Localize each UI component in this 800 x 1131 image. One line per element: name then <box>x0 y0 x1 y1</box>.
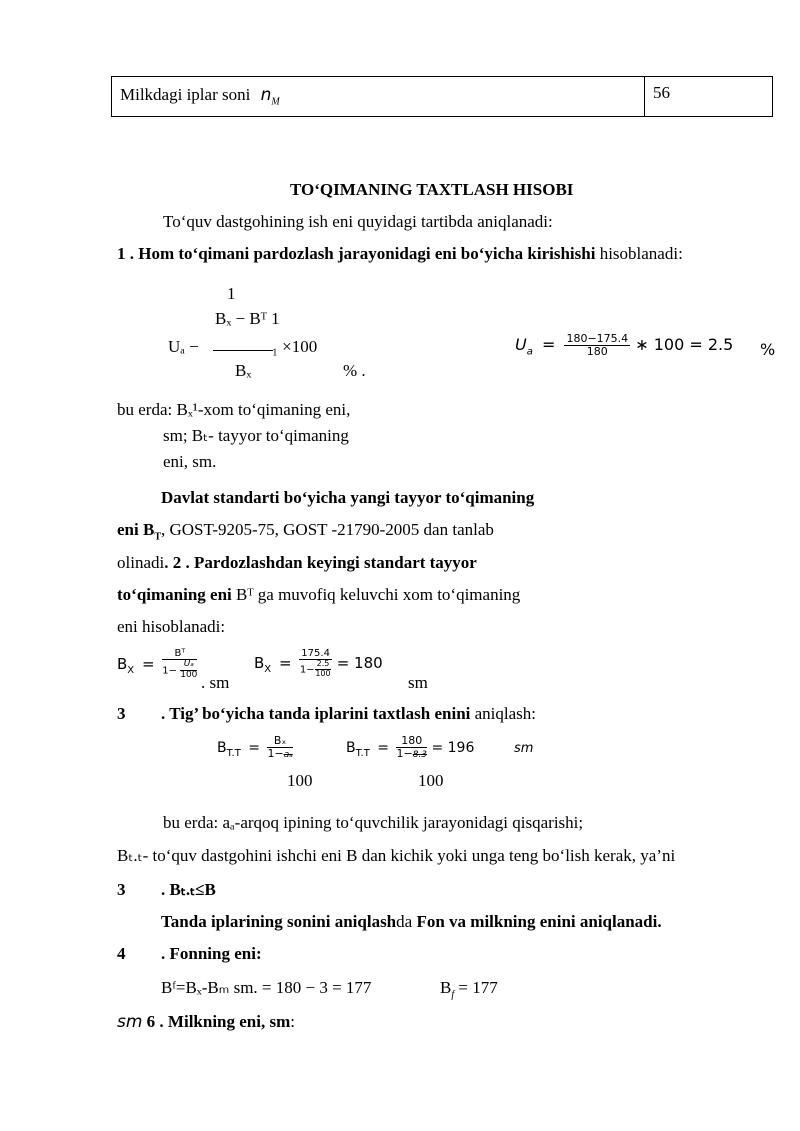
formula1-calc: $U_a$ = $\frac{180-175.4}{180}$ ∗ 100 = 2.5 <box>515 332 734 359</box>
where2-line1: bu erda: aₐ-arqoq ipining to‘quvchilik jarayonidagi qisqarishi; <box>163 813 584 832</box>
f2-denominator <box>162 660 197 681</box>
page-heading: TO‘QIMANING TAXTLASH HISOBI <box>290 180 574 199</box>
f3-fraction <box>267 735 292 761</box>
standard-line5: eni hisoblanadi: <box>117 617 226 636</box>
step3-line <box>161 704 536 724</box>
standard-line4 <box>117 585 520 605</box>
standard-line4-rest: Bᵀ ga muvofiq keluvchi xom to‘qimaning <box>231 585 521 604</box>
table-label <box>120 85 280 107</box>
f3-numerator: Bₓ <box>267 735 292 748</box>
intro-text: To‘quv dastgohining ish eni quyidagi tartibda aniqlanadi: <box>163 212 553 231</box>
calc-lhs-sub: a <box>526 346 533 358</box>
formula1-rhs: ₁ ×100 <box>272 337 318 356</box>
f2c-denominator: 1− $\frac{2.5}{100}$ <box>299 659 331 678</box>
formula2-left: $B_X$ = Bᵀ 1− $\frac{\text{Uₐ}}{100}$ <box>117 648 198 680</box>
fon-result-b: B <box>440 978 452 997</box>
tanda-mid: da <box>396 912 413 931</box>
f2-den-pre: 1− <box>162 665 178 677</box>
tanda-bold2: Fon va milkning enini aniqlanadi. <box>412 912 662 931</box>
f3-den-frac: aₐ <box>283 750 293 761</box>
formula1-percent: % . <box>343 361 366 380</box>
f3c-lhs-sub: T.T <box>355 747 370 759</box>
standard-line2 <box>117 520 494 542</box>
formula3-calc: $B_{T.T}$ = $\frac{180}{1-8.3}$ = 196 <box>346 734 475 761</box>
f3-unit: sm <box>514 741 534 756</box>
standard-line1: Davlat standarti bo‘yicha yangi tayyor to‘qimaning <box>161 488 535 507</box>
step6-bold: 6 . Milkning eni, sm <box>142 1012 291 1031</box>
f2-inner-num: Uₐ <box>180 660 197 671</box>
data-table <box>111 76 773 117</box>
f3c-result: = 196 <box>431 740 475 756</box>
f2-lhs: B <box>117 654 128 673</box>
formula1-lhs: Uₐ − <box>168 337 199 356</box>
step6-line <box>117 1012 295 1032</box>
f2-lhs-sub: X <box>127 664 135 676</box>
calc-lhs: U <box>515 335 527 355</box>
step1-bold: 1 . Hom to‘qimani pardozlash jarayonidagi eni bo‘yicha kirishishi <box>117 244 596 263</box>
table-value: 56 <box>653 83 670 102</box>
fon-result-sub: f <box>451 989 455 1001</box>
f2-unit2: sm <box>408 673 428 692</box>
table-label-text: Milkdagi iplar soni <box>120 85 251 104</box>
f3-hundred: 100 <box>287 771 313 790</box>
f2-fraction <box>162 648 197 681</box>
cond-text: . Bₜ.ₜ≤B <box>161 880 216 899</box>
where2-line2: Bₜ.ₜ- to‘quv dastgohini ishchi eni B dan kichik yoki unga teng bo‘lish kerak, ya’ni <box>117 846 676 865</box>
step3-rest: aniqlash: <box>470 704 537 723</box>
f3c-lhs: B <box>346 740 356 756</box>
where1-line3: eni, sm. <box>163 452 217 471</box>
f2c-inner-fraction <box>315 660 332 679</box>
standard-line4-bold: to‘qimaning eni <box>117 585 232 604</box>
cond-number: 3 <box>117 880 126 899</box>
table-label-cell <box>112 77 645 116</box>
f2c-result: = 180 <box>336 653 383 672</box>
calc-numerator: 180−175.4 <box>566 332 629 345</box>
step3-bold: . Tig’ bo‘yicha tanda iplarini taxtlash enini <box>161 704 471 723</box>
f2-unit1: . sm <box>201 673 230 692</box>
f2c-inner-den: 100 <box>315 668 331 678</box>
f2c-lhs: B <box>254 653 265 672</box>
step6-sm: sm <box>117 1012 143 1032</box>
f3-den-pre: 1− <box>267 747 284 761</box>
f2-numerator: Bᵀ <box>162 648 197 660</box>
standard-line3-bold: . 2 . Pardozlashdan keyingi standart tayyor <box>164 553 477 572</box>
formula1-one: 1 <box>227 284 236 303</box>
f3-denominator <box>267 748 292 761</box>
standard-line2-rest: , GOST-9205-75, GOST -21790-2005 dan tanlab <box>160 520 494 539</box>
step6-colon: : <box>290 1012 295 1031</box>
formula1-denominator: Bₓ <box>235 361 252 380</box>
calc-denominator: 180 <box>586 345 608 359</box>
step1-rest: hisoblanadi: <box>595 244 683 263</box>
where1-line1: bu erda: Bₓ¹-xom to‘qimaning eni, <box>117 400 351 419</box>
f2c-numerator: 175.4 <box>301 648 330 659</box>
step3-number: 3 <box>117 704 126 723</box>
calc-fraction <box>564 333 630 358</box>
step4-title: . Fonning eni: <box>161 944 262 963</box>
tanda-bold1: Tanda iplarining sonini aniqlash <box>161 912 397 931</box>
fon-result-rest: = 177 <box>454 978 498 997</box>
formula1-numerator: Bₓ − Bᵀ 1 <box>215 309 280 328</box>
f3c-denominator: 1−8.3 <box>396 747 428 761</box>
f2-inner-fraction <box>180 660 197 681</box>
table-symbol-sub: M <box>271 96 280 108</box>
f3-lhs: B <box>217 740 227 756</box>
f3c-numerator: 180 <box>396 735 427 748</box>
f2c-fraction <box>299 648 332 679</box>
step1-line <box>117 244 683 264</box>
f2-inner-den: 100 <box>180 669 198 680</box>
f3c-fraction <box>396 735 427 761</box>
formula1-fraction-bar <box>213 350 273 351</box>
tanda-line <box>161 912 662 932</box>
standard-line2-sub: T <box>154 531 161 543</box>
fon-result <box>440 978 498 1000</box>
standard-line3-a: olinadi <box>117 553 165 572</box>
f2c-inner-num: 2.5 <box>316 659 330 668</box>
calc-rest: ∗ 100 = 2.5 <box>635 335 734 355</box>
f3-lhs-sub: T.T <box>226 747 241 759</box>
table-symbol: n <box>260 85 272 105</box>
f3-hundred2: 100 <box>418 771 444 790</box>
calc-percent: % <box>760 340 776 359</box>
f3c-den-frac: 8.3 <box>412 750 428 761</box>
standard-line3 <box>117 553 477 573</box>
formula2-calc: $B_X$ = 175.4 1− $\frac{2.5}{100}$ = 180 <box>254 648 383 678</box>
f2c-lhs-sub: X <box>264 663 272 675</box>
where1-line2: sm; Bₜ- tayyor to‘qimaning <box>163 426 349 445</box>
fon-formula: Bᶠ=Bₓ-Bₘ sm. = 180 − 3 = 177 <box>161 978 372 997</box>
formula3-left: $B_{T.T}$ = $\frac{\text{Bₓ}}{\text{1−aₐ}}$ <box>217 734 293 761</box>
standard-line2-bold: eni B <box>117 520 155 539</box>
step4-number: 4 <box>117 944 126 963</box>
